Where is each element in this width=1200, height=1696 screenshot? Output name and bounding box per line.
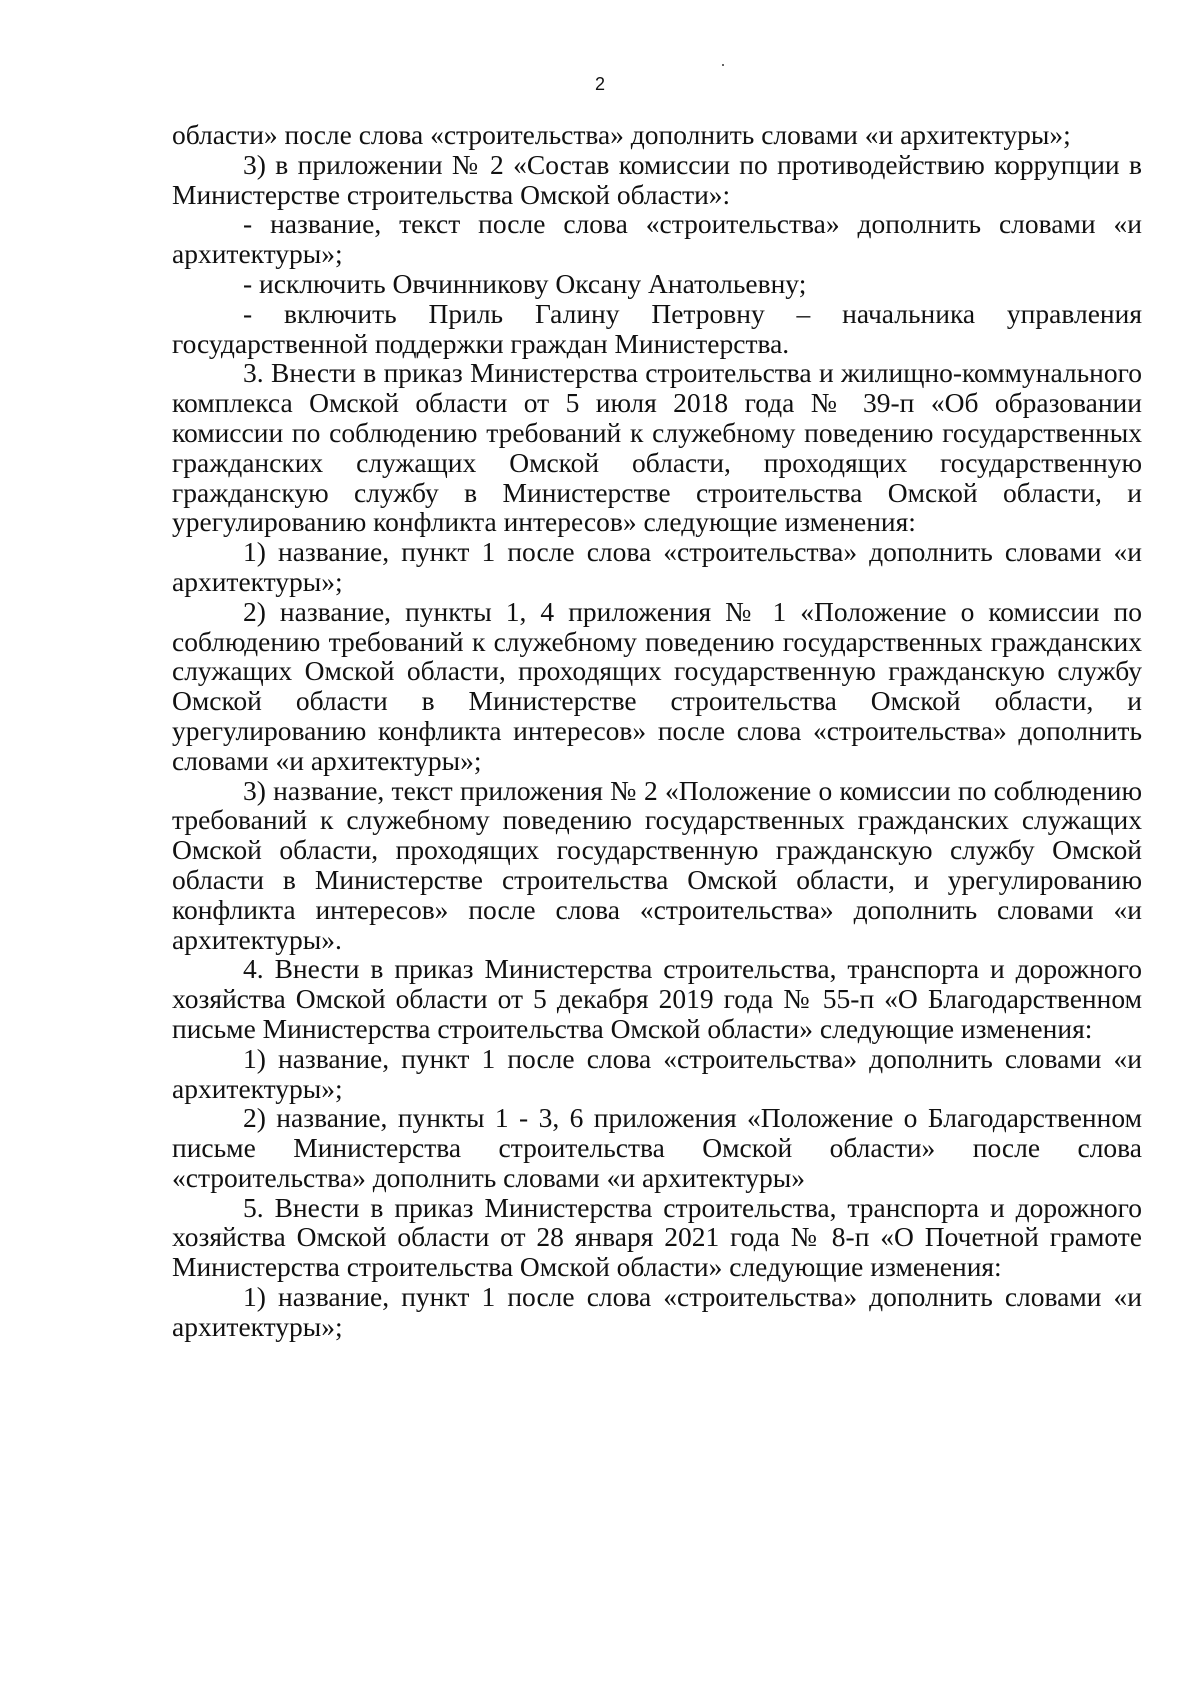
paragraph-section-3-item-1: 1) название, пункт 1 после слова «строительства» дополнить словами «и архитектуры»; (172, 536, 1142, 597)
paragraph-section-4: 4. Внести в приказ Министерства строительства, транспорта и дорожного хозяйства Омской области от 5 декабря 2019 года № 55-п «О Благодарственном письме Министерства строительства Омской области» следующие изменения: (172, 953, 1142, 1044)
paragraph-section-5: 5. Внести в приказ Министерства строительства, транспорта и дорожного хозяйства Омской области от 28 января 2021 года № 8-п «О Почетной грамоте Министерства строительства Омской области» следующие изменения: (172, 1191, 1142, 1283)
paragraph-section-3-item-2: 2) название, пункты 1, 4 приложения № 1 «Положение о комиссии по соблюдению требований к служебному поведению государственных гражданских служащих Омской области, проходящих государственную гражданскую службу Омской области в Министерстве строительства Омской области, и урегулированию конфликта интересов» после слова «строительства» дополнить словами «и архитектуры»; (172, 595, 1142, 776)
paragraph-dash-title: - название, текст после слова «строительства» дополнить словами «и архитектуры»; (172, 208, 1142, 270)
paragraph-section-3: 3. Внести в приказ Министерства строительства и жилищно-коммунального комплекса Омской области от 5 июля 2018 года № 39-п «Об образовании комиссии по соблюдению требований к служебному поведению государственных гражданских служащих Омской области, проходящих государственную гражданскую службу в Министерстве строительства Омской области, и урегулированию конфликта интересов» следующие изменения: (172, 357, 1142, 538)
paragraph-section-3-item-3: 3) название, текст приложения № 2 «Положение о комиссии по соблюдению требований к служебному поведению государственных гражданских служащих Омской области, проходящих государственную гражданскую службу Омской области в Министерстве строительства Омской области, и урегулированию конфликта интересов» после слова «строительства» дополнить словами «и архитектуры». (172, 774, 1142, 955)
paragraph-section-4-item-1: 1) название, пункт 1 после слова «строительства» дополнить словами «и архитектуры»; (172, 1042, 1142, 1104)
scan-speck (722, 64, 724, 66)
paragraph-continuation: области» после слова «строительства» дополнить словами «и архитектуры»; (172, 119, 1071, 150)
page-number: 2 (594, 74, 605, 94)
document-body (172, 120, 1142, 1342)
paragraph-section-5-item-1: 1) название, пункт 1 после слова «строительства» дополнить словами «и архитектуры»; (172, 1281, 1142, 1342)
paragraph-dash-include: - включить Приль Галину Петровну – начальника управления государственной поддержки граждан Министерства. (172, 297, 1142, 359)
paragraph-dash-exclude: - исключить Овчинникову Оксану Анатольевну; (243, 267, 807, 299)
paragraph-item-3-appendix-2: 3) в приложении № 2 «Состав комиссии по противодействию коррупции в Министерстве строительства Омской области»: (172, 148, 1142, 210)
paragraph-section-4-item-2: 2) название, пункты 1 - 3, 6 приложения «Положение о Благодарственном письме Министерства строительства Омской области» после слова «строительства» дополнить словами «и архитектуры» (172, 1102, 1142, 1193)
